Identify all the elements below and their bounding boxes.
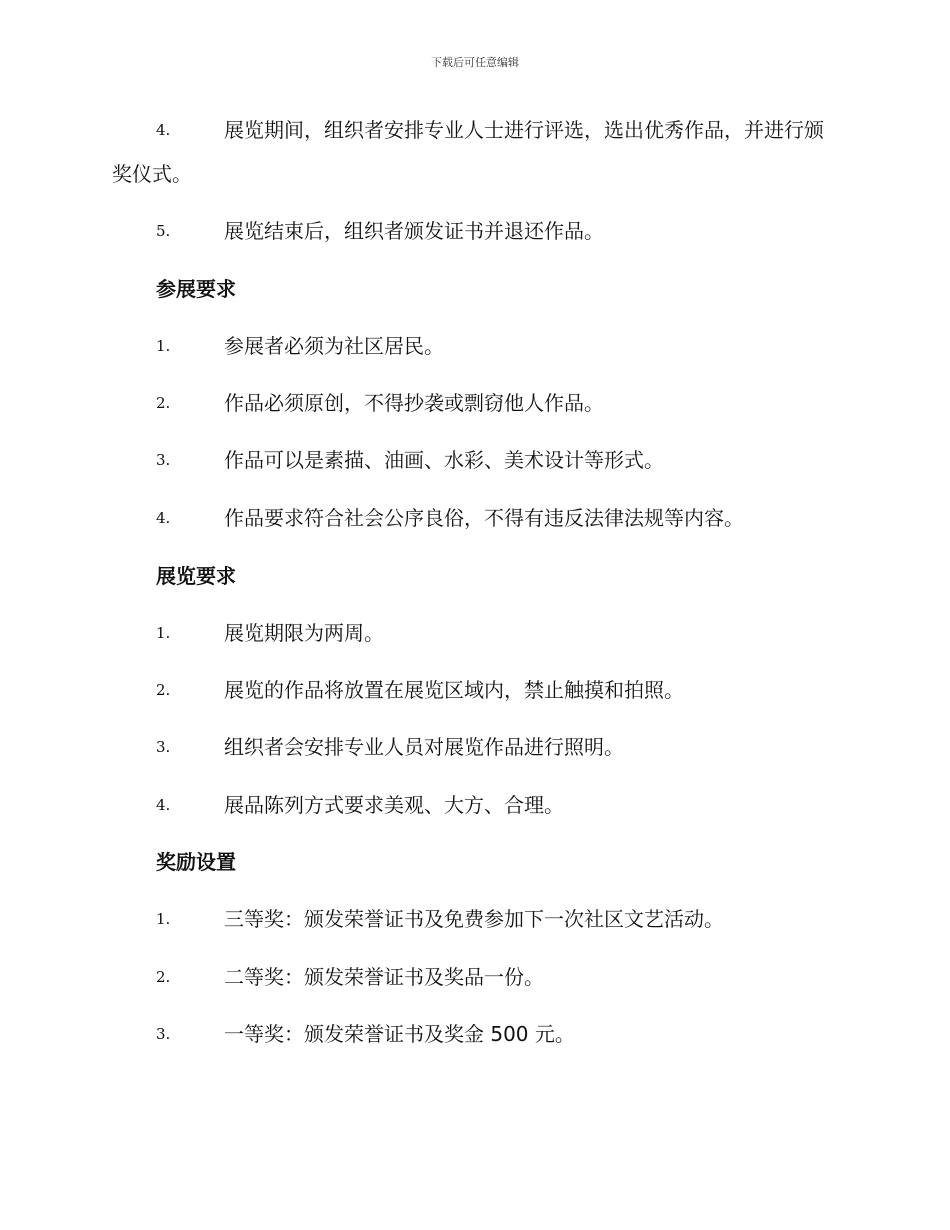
list-item <box>112 438 842 482</box>
list-text: 展览期间，组织者安排专业人士进行评选，选出优秀作品，并进行颁奖仪式。 <box>112 118 824 186</box>
list-number: 1. <box>156 624 171 642</box>
list-text: 一等奖：颁发荣誉证书及奖金 500 元。 <box>224 1022 575 1046</box>
list-item <box>112 611 842 655</box>
list-number: 5. <box>156 222 171 240</box>
list-item <box>112 668 842 712</box>
list-item <box>112 496 842 540</box>
list-text: 三等奖：颁发荣誉证书及免费参加下一次社区文艺活动。 <box>224 907 724 931</box>
list-text: 作品要求符合社会公序良俗，不得有违反法律法规等内容。 <box>224 506 744 530</box>
section-heading-awards: 奖励设置 <box>156 850 236 874</box>
list-number: 4. <box>156 796 171 814</box>
list-item <box>112 381 842 425</box>
list-item <box>112 725 842 769</box>
list-text: 作品必须原创，不得抄袭或剽窃他人作品。 <box>224 391 604 415</box>
list-item <box>112 955 842 999</box>
list-item <box>112 897 842 941</box>
list-text: 参展者必须为社区居民。 <box>224 334 444 358</box>
list-text: 展览的作品将放置在展览区域内，禁止触摸和拍照。 <box>224 678 684 702</box>
list-number: 2. <box>156 681 171 699</box>
list-text: 组织者会安排专业人员对展览作品进行照明。 <box>224 735 624 759</box>
list-number: 3. <box>156 738 171 756</box>
list-item <box>112 783 842 827</box>
section-heading-participation: 参展要求 <box>156 277 236 301</box>
list-text: 作品可以是素描、油画、水彩、美术设计等形式。 <box>224 448 664 472</box>
section-heading-exhibition: 展览要求 <box>156 564 236 588</box>
list-text: 二等奖：颁发荣誉证书及奖品一份。 <box>224 965 544 989</box>
list-text: 展览期限为两周。 <box>224 621 384 645</box>
list-item <box>112 324 842 368</box>
list-item <box>112 1012 842 1056</box>
list-number: 3. <box>156 1025 171 1043</box>
page-header: 下载后可任意编辑 <box>431 56 519 69</box>
list-item <box>112 108 842 196</box>
list-item <box>112 209 842 253</box>
list-number: 4. <box>156 509 171 527</box>
list-number: 2. <box>156 968 171 986</box>
list-number: 4. <box>156 121 171 139</box>
list-number: 1. <box>156 337 171 355</box>
list-text: 展览结束后，组织者颁发证书并退还作品。 <box>224 219 604 243</box>
list-number: 1. <box>156 910 171 928</box>
list-number: 3. <box>156 451 171 469</box>
list-text: 展品陈列方式要求美观、大方、合理。 <box>224 793 564 817</box>
list-number: 2. <box>156 394 171 412</box>
